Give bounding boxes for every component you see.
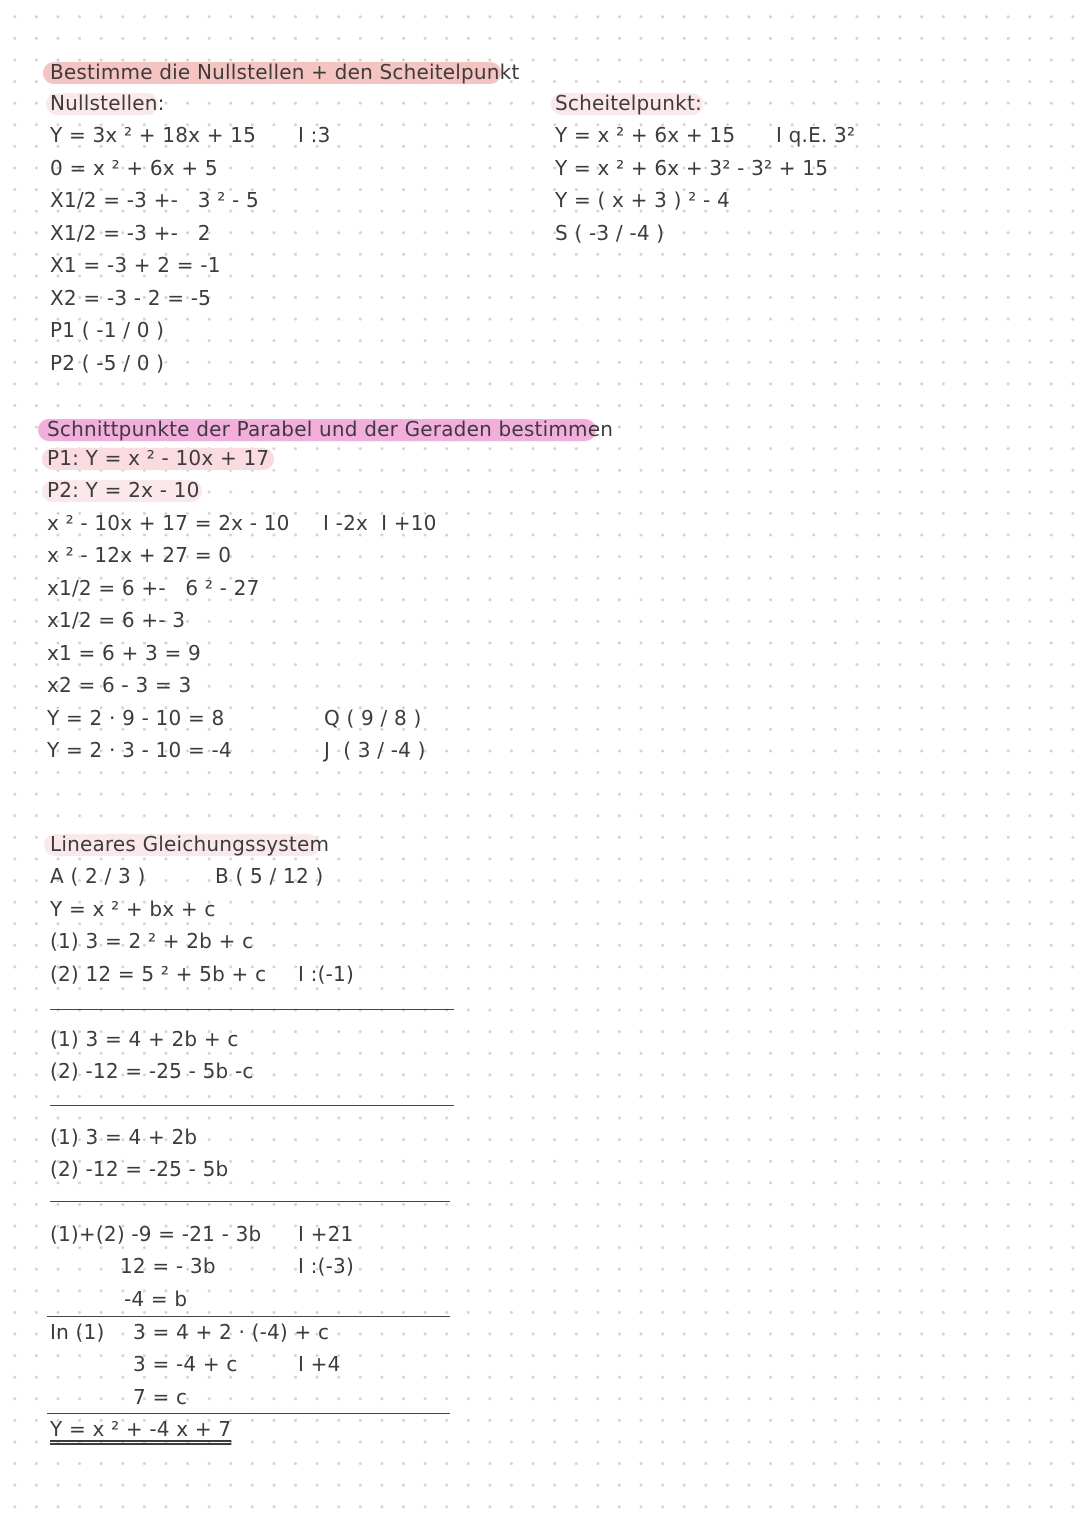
schnitt-line: x1 = 6 + 3 = 9 — [47, 641, 201, 665]
addition-note: I +21 — [298, 1222, 354, 1246]
equation-1: (1) 3 = 2 ² + 2b + c — [50, 929, 254, 953]
schnitt-line: x2 = 6 - 3 = 3 — [47, 673, 192, 697]
schnitt-line: Y = 2 · 9 - 10 = 8 — [47, 706, 225, 730]
nullstellen-line: X2 = -3 - 2 = -5 — [50, 286, 212, 310]
nullstellen-line: X1/2 = -3 +- 3 ² - 5 — [50, 188, 259, 212]
nullstellen-title: Nullstellen: — [50, 91, 165, 115]
divider — [50, 1105, 454, 1106]
result-b: -4 = b — [124, 1287, 188, 1311]
equation-2: (2) 12 = 5 ² + 5b + c — [50, 962, 267, 986]
addition-line: (1)+(2) -9 = -21 - 3b — [50, 1222, 262, 1246]
scheitelpunkt-line: Y = x ² + 6x + 3² - 3² + 15 — [555, 156, 829, 180]
schnitt-line: x ² - 12x + 27 = 0 — [47, 543, 232, 567]
scheitelpunkt-line: Y = x ² + 6x + 15 — [555, 123, 736, 147]
scheitelpunkt-title: Scheitelpunkt: — [555, 91, 702, 115]
final-equation: Y = x ² + -4 x + 7 — [50, 1417, 232, 1441]
block3-line: (2) -12 = -25 - 5b — [50, 1157, 229, 1181]
nullstellen-line: 0 = x ² + 6x + 5 — [50, 156, 218, 180]
section2-heading: Schnittpunkte der Parabel und der Geraden bestimmen — [47, 417, 614, 441]
schnitt-line: P1: Y = x ² - 10x + 17 — [47, 446, 270, 470]
scheitelpunkt-note: I q.E. 3² — [776, 123, 856, 147]
nullstellen-line: Y = 3x ² + 18x + 15 — [50, 123, 257, 147]
block3-line: (1) 3 = 4 + 2b — [50, 1125, 198, 1149]
equation-2-note: I :(-1) — [298, 962, 354, 986]
schnitt-point: Q ( 9 / 8 ) — [324, 706, 422, 730]
substitution-line: 3 = 4 + 2 · (-4) + c — [133, 1320, 330, 1344]
nullstellen-line: X1 = -3 + 2 = -1 — [50, 253, 221, 277]
step-b: 12 = - 3b — [120, 1254, 216, 1278]
schnitt-line: x1/2 = 6 +- 3 — [47, 608, 186, 632]
nullstellen-line: P2 ( -5 / 0 ) — [50, 351, 165, 375]
point-b: B ( 5 / 12 ) — [215, 864, 324, 888]
schnitt-point: J ( 3 / -4 ) — [324, 738, 426, 762]
divider — [50, 1009, 454, 1010]
divider — [47, 1413, 450, 1414]
result-c: 7 = c — [133, 1385, 188, 1409]
section3-heading: Lineares Gleichungssystem — [50, 832, 330, 856]
substitution-line: 3 = -4 + c — [133, 1352, 238, 1376]
step-b-note: I :(-3) — [298, 1254, 354, 1278]
divider — [50, 1201, 450, 1202]
in-label: In (1) — [50, 1320, 105, 1344]
general-equation: Y = x ² + bx + c — [50, 897, 216, 921]
schnitt-line: P2: Y = 2x - 10 — [47, 478, 200, 502]
scheitelpunkt-line: Y = ( x + 3 ) ² - 4 — [555, 188, 730, 212]
nullstellen-note: I :3 — [298, 123, 331, 147]
point-a: A ( 2 / 3 ) — [50, 864, 146, 888]
schnitt-line: x ² - 10x + 17 = 2x - 10 — [47, 511, 290, 535]
nullstellen-line: X1/2 = -3 +- 2 — [50, 221, 211, 245]
block2-line: (1) 3 = 4 + 2b + c — [50, 1027, 239, 1051]
nullstellen-line: P1 ( -1 / 0 ) — [50, 318, 165, 342]
divider — [47, 1316, 450, 1317]
schnitt-line: Y = 2 · 3 - 10 = -4 — [47, 738, 232, 762]
schnitt-line: x1/2 = 6 +- 6 ² - 27 — [47, 576, 260, 600]
substitution-note: I +4 — [298, 1352, 341, 1376]
section1-heading: Bestimme die Nullstellen + den Scheitelpunkt — [50, 60, 520, 84]
scheitelpunkt-line: S ( -3 / -4 ) — [555, 221, 665, 245]
schnitt-note: I -2x I +10 — [323, 511, 437, 535]
block2-line: (2) -12 = -25 - 5b -c — [50, 1059, 254, 1083]
